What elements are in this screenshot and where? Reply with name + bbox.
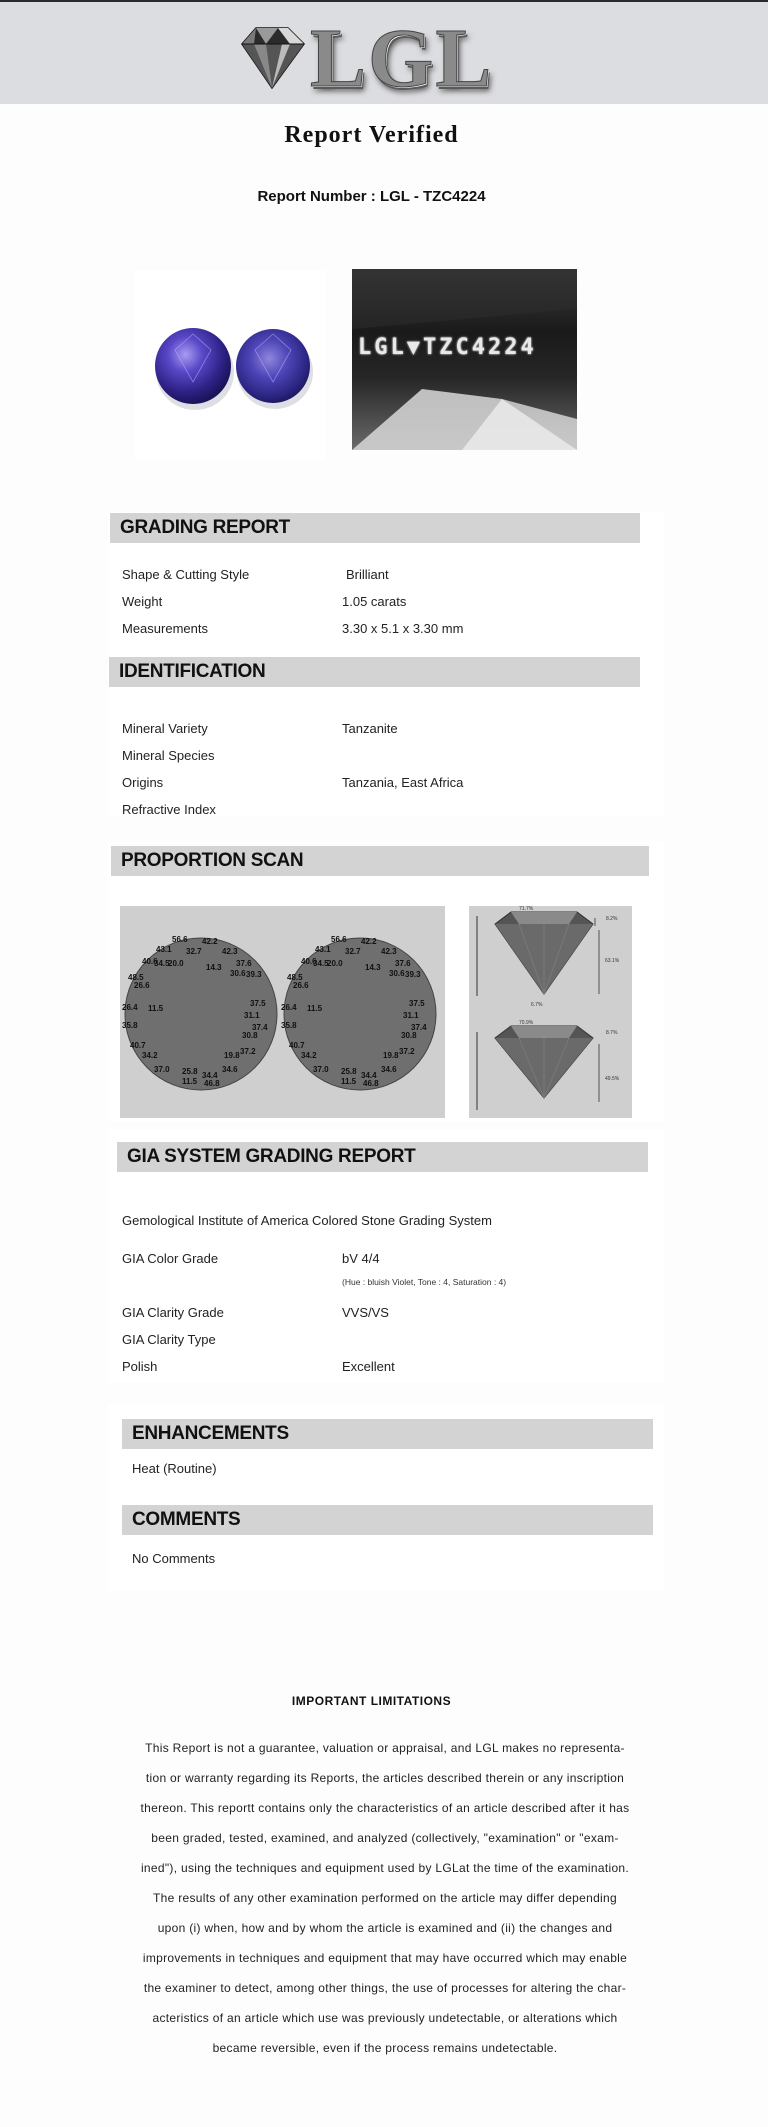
profile-lower bbox=[477, 1020, 620, 1110]
clarity-grade-value: VVS/VS bbox=[342, 1305, 389, 1320]
color-grade-value: bV 4/4 bbox=[342, 1251, 380, 1266]
limitations-line: upon (i) when, how and by whom the article is examined and (ii) the changes and bbox=[157, 1921, 613, 1935]
scan-num: 11.5 bbox=[341, 1077, 357, 1086]
scan-num: 32.7 bbox=[345, 947, 361, 956]
scan-num: 40.6 bbox=[142, 957, 158, 966]
clarity-grade-label: GIA Clarity Grade bbox=[122, 1305, 224, 1320]
gia-panel bbox=[108, 1130, 664, 1382]
scan-num: 26.6 bbox=[293, 981, 309, 990]
weight-value: 1.05 carats bbox=[342, 594, 407, 609]
scan-num: 34.2 bbox=[301, 1051, 317, 1060]
scan-num: 14.3 bbox=[206, 963, 222, 972]
scan-num: 11.5 bbox=[148, 1004, 164, 1013]
scan-num: 37.5 bbox=[409, 999, 425, 1008]
proportion-scan-heading: PROPORTION SCAN bbox=[111, 846, 649, 876]
scan-num: 30.6 bbox=[230, 969, 246, 978]
top-scan-image bbox=[120, 906, 445, 1118]
scan-num: 48.5 bbox=[128, 973, 144, 982]
scan-num: 43.1 bbox=[156, 945, 172, 954]
gem-left bbox=[155, 328, 231, 404]
limitations-line: thereon. This reportt contains only the characteristics of an article described after it has bbox=[140, 1801, 630, 1815]
scan-num: 19.8 bbox=[383, 1051, 399, 1060]
scan-num: 43.1 bbox=[315, 945, 331, 954]
gem-photo bbox=[135, 270, 325, 460]
scan-num: 39.3 bbox=[405, 970, 421, 979]
limitations-line: This Report is not a guarantee, valuation or appraisal, and LGL makes no representa- bbox=[145, 1741, 625, 1755]
measurements-value: 3.30 x 5.1 x 3.30 mm bbox=[342, 621, 464, 636]
scan-num: 42.2 bbox=[202, 937, 218, 946]
scan-num: 26.6 bbox=[134, 981, 150, 990]
scan-num: 34.6 bbox=[222, 1065, 238, 1074]
scan-num: 35.8 bbox=[281, 1021, 297, 1030]
scan-num: 42.3 bbox=[381, 947, 397, 956]
limitations-line: the examiner to detect, among other things, the use of processes for altering the char- bbox=[143, 1981, 627, 1995]
limitations-text bbox=[118, 1733, 652, 2063]
scan-num: 34.4 bbox=[361, 1071, 377, 1080]
grading-report-heading: GRADING REPORT bbox=[110, 513, 640, 543]
scan-num: 40.7 bbox=[130, 1041, 146, 1050]
scan-num: 19.8 bbox=[224, 1051, 240, 1060]
scan-num: 31.1 bbox=[403, 1011, 419, 1020]
scan-num: 35.8 bbox=[122, 1021, 138, 1030]
lgl-logo bbox=[232, 12, 494, 105]
enhancements-value: Heat (Routine) bbox=[132, 1461, 217, 1476]
profile-label: 49.5% bbox=[605, 1076, 620, 1082]
profile-label: 8.7% bbox=[606, 1030, 618, 1036]
limitations-line: became reversible, even if the process remains undetectable. bbox=[212, 2041, 558, 2055]
report-number: Report Number : LGL - TZC4224 bbox=[257, 188, 486, 205]
scan-num: 37.0 bbox=[313, 1065, 329, 1074]
scan-num: 37.2 bbox=[399, 1047, 415, 1056]
scan-num: 42.2 bbox=[361, 937, 377, 946]
scan-num: 30.8 bbox=[242, 1031, 258, 1040]
scan-num: 37.4 bbox=[411, 1023, 427, 1032]
scan-num: 20.0 bbox=[327, 959, 343, 968]
profile-label: 71.7% bbox=[519, 906, 534, 912]
origins-value: Tanzania, East Africa bbox=[342, 775, 464, 790]
color-grade-note: (Hue : bluish Violet, Tone : 4, Saturation : 4) bbox=[342, 1277, 507, 1287]
scan-num: 37.6 bbox=[395, 959, 411, 968]
profile-scan-image bbox=[469, 906, 632, 1118]
comments-value: No Comments bbox=[132, 1551, 216, 1566]
scan-num: 26.4 bbox=[122, 1003, 138, 1012]
scan-num: 26.4 bbox=[281, 1003, 297, 1012]
mineral-variety-label: Mineral Variety bbox=[122, 721, 208, 736]
polish-value: Excellent bbox=[342, 1359, 395, 1374]
scan-num: 34.6 bbox=[381, 1065, 397, 1074]
limitations-heading: IMPORTANT LIMITATIONS bbox=[291, 1694, 452, 1708]
scan-num: 42.3 bbox=[222, 947, 238, 956]
scan-num: 25.8 bbox=[182, 1067, 198, 1076]
scan-num: 46.8 bbox=[204, 1079, 220, 1088]
polish-label: Polish bbox=[122, 1359, 158, 1374]
profile-label: 70.9% bbox=[519, 1020, 534, 1026]
scan-num: 11.5 bbox=[307, 1004, 323, 1013]
grading-panel bbox=[108, 511, 664, 817]
scan-num: 37.0 bbox=[154, 1065, 170, 1074]
header-band bbox=[0, 0, 768, 104]
scan-num: 34.5 bbox=[154, 959, 170, 968]
limitations-line: tion or warranty regarding its Reports, the articles described therein or any inscription bbox=[145, 1771, 625, 1785]
shape-label: Shape & Cutting Style bbox=[122, 567, 250, 582]
scan-num: 34.4 bbox=[202, 1071, 218, 1080]
scan-num: 56.6 bbox=[331, 935, 347, 944]
scan-num: 39.3 bbox=[246, 970, 262, 979]
scan-num: 37.2 bbox=[240, 1047, 256, 1056]
limitations-line: improvements in techniques and equipment that may have occurred which may enable bbox=[142, 1951, 628, 1965]
scan-num: 30.8 bbox=[401, 1031, 417, 1040]
origins-label: Origins bbox=[122, 775, 164, 790]
limitations-line: acteristics of an article which use was previously undetectable, or alterations which bbox=[152, 2011, 618, 2025]
scan-num: 48.5 bbox=[287, 973, 303, 982]
scan-num: 40.6 bbox=[301, 957, 317, 966]
scan-num: 30.6 bbox=[389, 969, 405, 978]
proportion-scan-panel bbox=[108, 842, 664, 1122]
scan-num: 32.7 bbox=[186, 947, 202, 956]
scan-num: 37.4 bbox=[252, 1023, 268, 1032]
limitations-line: been graded, tested, examined, and analyzed (collectively, "examination" or "exam- bbox=[151, 1831, 619, 1845]
limitations-line: ined"), using the techniques and equipment used by LGLat the time of the examination. bbox=[140, 1861, 630, 1875]
gia-subtitle: Gemological Institute of America Colored Stone Grading System bbox=[122, 1213, 492, 1228]
scan-num: 20.0 bbox=[168, 959, 184, 968]
scan-num: 34.2 bbox=[142, 1051, 158, 1060]
gem-right bbox=[236, 329, 310, 403]
page-title: Report Verified bbox=[284, 122, 459, 148]
scan-num: 37.5 bbox=[250, 999, 266, 1008]
gia-heading: GIA SYSTEM GRADING REPORT bbox=[117, 1142, 648, 1172]
identification-heading: IDENTIFICATION bbox=[109, 657, 640, 687]
scan-num: 37.6 bbox=[236, 959, 252, 968]
scan-num: 11.5 bbox=[182, 1077, 198, 1086]
inscription-photo bbox=[352, 269, 577, 450]
weight-label: Weight bbox=[122, 594, 163, 609]
logo-wordmark: LGL bbox=[310, 12, 494, 105]
clarity-type-label: GIA Clarity Type bbox=[122, 1332, 216, 1347]
limitations-line: The results of any other examination performed on the article may differ depending bbox=[153, 1891, 617, 1905]
enhancements-heading: ENHANCEMENTS bbox=[122, 1419, 653, 1449]
shape-value: Brilliant bbox=[346, 567, 389, 582]
mineral-species-label: Mineral Species bbox=[122, 748, 215, 763]
scan-num: 25.8 bbox=[341, 1067, 357, 1076]
laser-inscription: LGL▼TZC4224 bbox=[358, 335, 537, 360]
profile-label: 8.2% bbox=[606, 916, 618, 922]
profile-label: 63.1% bbox=[605, 958, 620, 964]
enhancements-panel bbox=[108, 1405, 664, 1590]
scan-num: 34.5 bbox=[313, 959, 329, 968]
scan-num: 14.3 bbox=[365, 963, 381, 972]
refractive-index-label: Refractive Index bbox=[122, 802, 216, 817]
profile-label: 6.7% bbox=[531, 1002, 543, 1008]
mineral-variety-value: Tanzanite bbox=[342, 721, 398, 736]
comments-heading: COMMENTS bbox=[122, 1505, 653, 1535]
color-grade-label: GIA Color Grade bbox=[122, 1251, 219, 1266]
measurements-label: Measurements bbox=[122, 621, 208, 636]
scan-num: 31.1 bbox=[244, 1011, 260, 1020]
profile-upper bbox=[477, 906, 620, 1008]
scan-num: 40.7 bbox=[289, 1041, 305, 1050]
diamond-logo-icon bbox=[232, 22, 312, 94]
scan-num: 56.6 bbox=[172, 935, 188, 944]
scan-num: 46.8 bbox=[363, 1079, 379, 1088]
